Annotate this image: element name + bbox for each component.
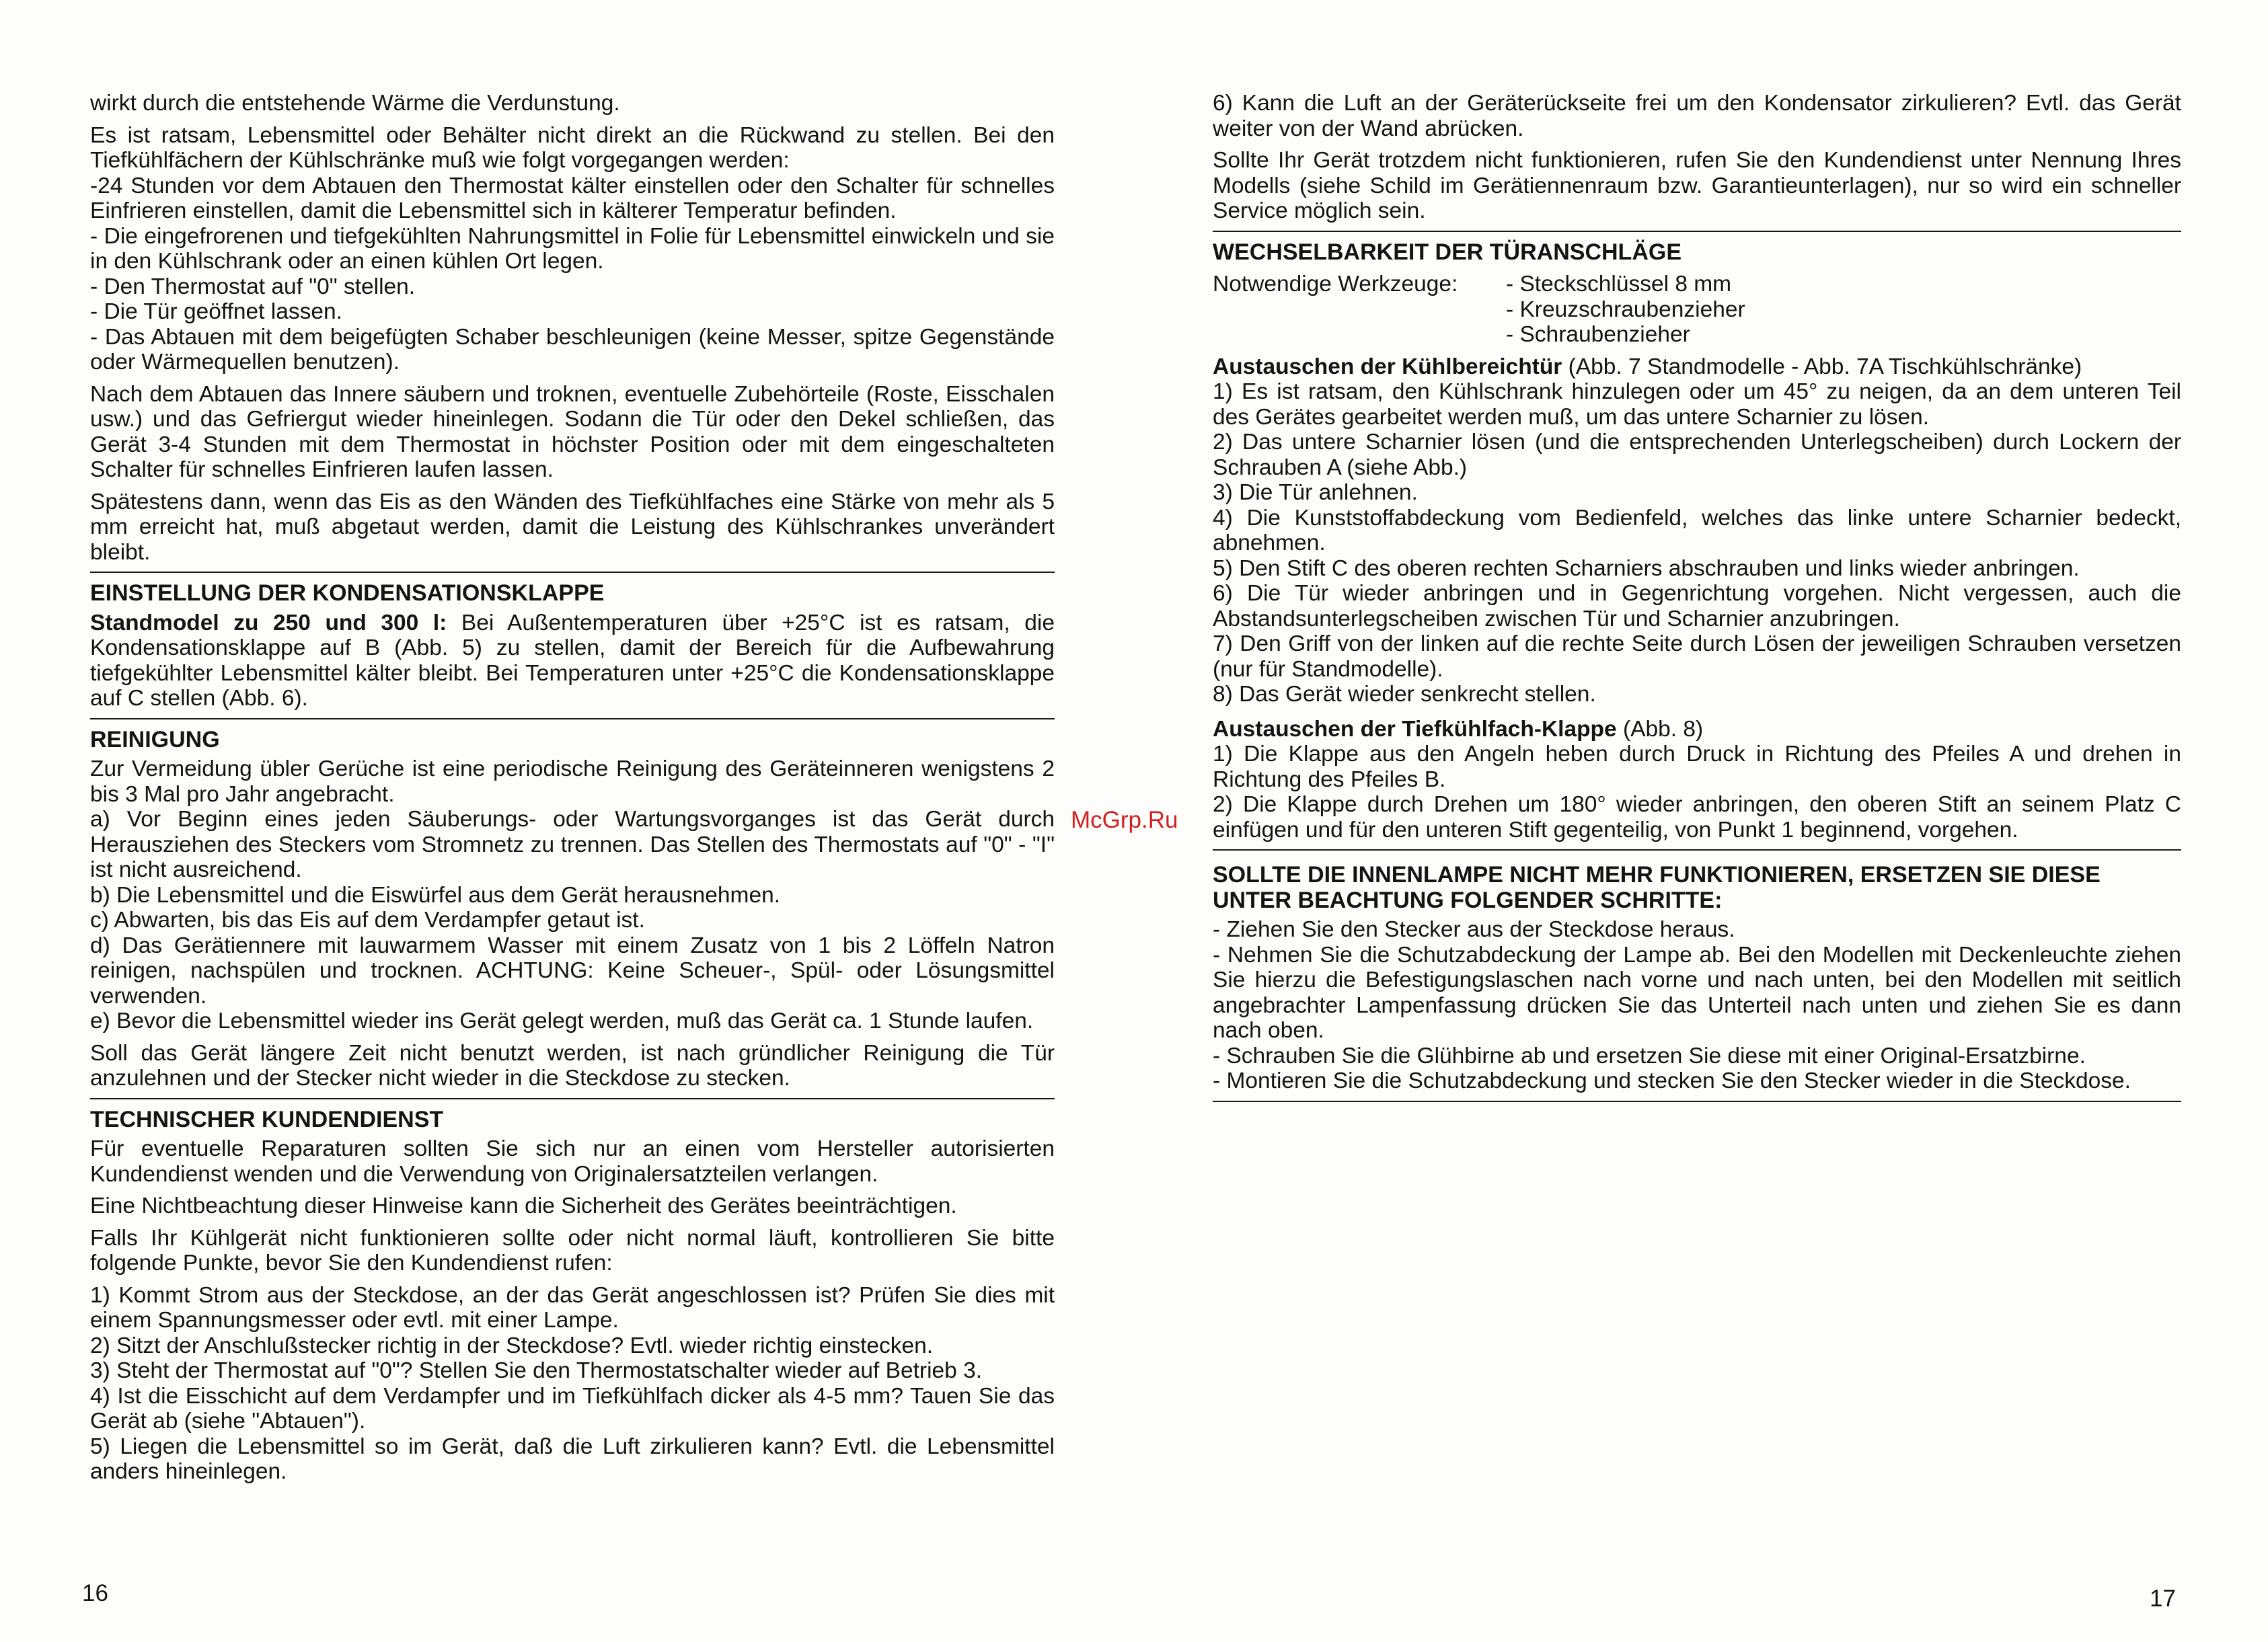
subheading-rest: (Abb. 7 Standmodelle - Abb. 7A Tischkühlschränke) [1562,354,2082,379]
condensation-text: Bei Außentemperaturen über +25°C ist es ratsam, die Kondensationsklappe auf B (Abb. 5) zu stellen, damit der Bereich für die Aufbewahrung tiefgekühlter Lebensmittel kälter bleibt. Bei Temperaturen unter +25°C die Kondensationsklappe auf C stellen (Abb. 6). [90,610,1055,711]
defrost-instructions [90,123,1055,375]
section-divider [90,1098,1055,1099]
section-heading-cleaning: REINIGUNG [90,726,220,752]
step-item: 7) Den Griff von der linken auf die rechte Seite durch Lösen der jeweiligen Schrauben versetzen (nur für Standmodelle). [1213,631,2181,682]
step-item: 6) Die Tür wieder anbringen und in Gegenrichtung vorgehen. Nicht vergessen, auch die Abstandsunterlegscheiben zwischen Tür und Scharnier anzubringen. [1213,581,2181,631]
page-number-right: 17 [2150,1586,2176,1612]
cleaning-line: c) Abwarten, bis das Eis auf dem Verdampfer getaut ist. [90,908,645,933]
section-heading-door-reversal: WECHSELBARKEIT DER TÜRANSCHLÄGE [1213,239,1681,265]
step-item: 2) Das untere Scharnier lösen (und die entsprechenden Unterlegscheiben) durch Lockern der Schrauben A (siehe Abb.) [1213,430,2181,480]
section-heading-lamp: SOLLTE DIE INNENLAMPE NICHT MEHR FUNKTIONIEREN, ERSETZEN SIE DIESE UNTER BEACHTUNG FOLGENDER SCHRITTE: [1213,862,2101,913]
step-item: 5) Den Stift C des oberen rechten Scharniers abschrauben und links wieder anbringen. [1213,555,2080,581]
repairs-paragraph: Für eventuelle Reparaturen sollten Sie sich nur an einen vom Hersteller autorisierten Kundendienst wenden und die Verwendung von Originalersatzteilen verlangen. [90,1136,1055,1187]
long-storage-paragraph: Soll das Gerät längere Zeit nicht benutzt werden, ist nach gründlicher Reinigung die Tür anzulehnen und der Stecker nicht wieder in die Steckdose zu stecken. [90,1040,1055,1091]
check-item: 5) Liegen die Lebensmittel so im Gerät, daß die Luft zirkulieren kann? Evtl. die Lebensmittel anders hineinlegen. [90,1434,1055,1484]
troubleshoot-intro: Falls Ihr Kühlgerät nicht funktionieren sollte oder nicht normal läuft, kontrollieren Sie bitte folgende Punkte, bevor Sie den Kundendienst rufen: [90,1225,1055,1276]
tool-item: - Steckschlüssel 8 mm [1506,272,1732,297]
tools-list [1213,272,2181,348]
freezer-flap-steps [1213,742,2181,843]
lamp-step: - Nehmen Sie die Schutzabdeckung der Lampe ab. Bei den Modellen mit Deckenleuchte ziehen Sie hierzu die Befestigungslaschen nach vorne und nach unten, bei den Modellen mit seitlich angebrachter Lampenfassung drücken Sie das Unterteil nach unten und ziehen Sie es dann nach oben. [1213,942,2181,1043]
section-divider [1213,231,2181,232]
check-item: 3) Steht der Thermostat auf "0"? Stellen Sie den Thermostatschalter wieder auf Betrieb 3. [90,1358,983,1383]
cleaning-line: d) Das Gerätiennere mit lauwarmem Wasser mit einem Zusatz von 1 bis 2 Löffeln Natron reinigen, nachspülen und trocknen. ACHTUNG: Keine Scheuer-, Spül- oder Lösungsmittel verwenden. [90,933,1055,1009]
still-not-working-paragraph: Sollte Ihr Gerät trotzdem nicht funktionieren, rufen Sie den Kundendienst unter Nennung Ihres Modells (siehe Schild im Gerätiennenraum bzw. Garantieunterlagen), nur so wird ein schneller Service möglich sein. [1213,148,2181,223]
lamp-step: - Montieren Sie die Schutzabdeckung und stecken Sie den Stecker wieder in die Steckdose. [1213,1068,2131,1093]
lamp-step: - Schrauben Sie die Glühbirne ab und ersetzen Sie diese mit einer Original-Ersatzbirne. [1213,1043,2086,1068]
step-item: 3) Die Tür anlehnen. [1213,480,1418,505]
defrost-line: - Die Tür geöffnet lassen. [90,299,342,324]
subheading-rest: (Abb. 8) [1616,716,1704,742]
step-item: 1) Es ist ratsam, den Kühlschrank hinzulegen oder um 45° zu neigen, da an dem unteren Teil des Gerätes gearbeitet werden muß, um das untere Scharnier zu lösen. [1213,379,2181,430]
check-item: 4) Ist die Eisschicht auf dem Verdampfer und im Tiefkühlfach dicker als 4-5 mm? Tauen Sie das Gerät ab (siehe "Abtauen"). [90,1383,1055,1434]
watermark-text: McGrp.Ru [1071,807,1178,833]
cleaning-line: a) Vor Beginn eines jeden Säuberungs- oder Wartungsvorganges ist das Gerät durch Herausziehen des Steckers vom Stromnetz zu trennen. Das Stellen des Thermostats auf "0" - "I" ist nicht ausreichend. [90,807,1055,882]
section-heading-service: TECHNISCHER KUNDENDIENST [90,1106,444,1132]
step-item: 1) Die Klappe aus den Angeln heben durch Druck in Richtung des Pfeiles A und drehen in Richtung des Pfeiles B. [1213,742,2181,792]
safety-paragraph: Eine Nichtbeachtung dieser Hinweise kann die Sicherheit des Gerätes beeinträchtigen. [90,1194,957,1218]
cleaning-line: Zur Vermeidung übler Gerüche ist eine periodische Reinigung des Geräteinneren wenigstens 2 bis 3 Mal pro Jahr angebracht. [90,756,1055,807]
step-item: 2) Die Klappe durch Drehen um 180° wieder anbringen, den oberen Stift an seinem Platz C einfügen und für den unteren Stift gegenteilig, von Punkt 1 beginnend, vorgehen. [1213,792,2181,843]
step-item: 8) Das Gerät wieder senkrecht stellen. [1213,682,1596,707]
defrost-line: - Das Abtauen mit dem beigefügten Schaber beschleunigen (keine Messer, spitze Gegenstände oder Wärmequellen benutzen). [90,324,1055,375]
intro-paragraph: wirkt durch die entstehende Wärme die Verdunstung. [90,91,620,116]
subheading-bold: Austauschen der Kühlbereichtür [1213,354,1562,379]
defrost-line: - Die eingefrorenen und tiefgekühlten Nahrungsmittel in Folie für Lebensmittel einwickeln und sie in den Kühlschrank oder an einen kühlen Ort legen. [90,223,1055,274]
right-page-column [1213,91,2181,1110]
check-six-paragraph: 6) Kann die Luft an der Geräterückseite frei um den Kondensator zirkulieren? Evtl. das Gerät weiter von der Wand abrücken. [1213,91,2181,141]
tool-item: - Schraubenzieher [1506,322,1690,347]
subheading-cooling-door [1213,354,2181,380]
defrost-line: Es ist ratsam, Lebensmittel oder Behälter nicht direkt an die Rückwand zu stellen. Bei den Tiefkühlfächern der Kühlschränke muß wie folgt vorgegangen werden: [90,122,1055,173]
cleaning-line: b) Die Lebensmittel und die Eiswürfel aus dem Gerät herausnehmen. [90,882,781,908]
defrost-line: -24 Stunden vor dem Abtauen den Thermostat kälter einstellen oder den Schalter für schnelles Einfrieren einstellen, damit die Lebensmittel sich in kälterer Temperatur befinden. [90,173,1055,223]
lamp-step: - Ziehen Sie den Stecker aus der Steckdose heraus. [1213,917,1735,942]
page-number-left: 16 [82,1580,108,1606]
cooling-door-steps [1213,379,2181,707]
tools-label: Notwendige Werkzeuge: [1213,272,1458,297]
section-heading-condensation: EINSTELLUNG DER KONDENSATIONSKLAPPE [90,580,605,606]
cleaning-line: e) Bevor die Lebensmittel wieder ins Gerät gelegt werden, muß das Gerät ca. 1 Stunde laufen. [90,1009,1034,1033]
check-item: 2) Sitzt der Anschlußstecker richtig in der Steckdose? Evtl. wieder richtig einstecken. [90,1333,934,1358]
section-divider [90,718,1055,719]
section-divider [1213,1101,2181,1102]
lamp-steps [1213,917,2181,1094]
section-divider [90,572,1055,573]
tool-item: - Kreuzschraubenzieher [1506,297,1745,322]
defrost-line: - Den Thermostat auf "0" stellen. [90,274,416,299]
left-page-column [90,91,1055,1491]
model-label: Standmodel zu 250 und 300 l: [90,610,447,635]
section-divider [1213,849,2181,851]
step-item: 4) Die Kunststoffabdeckung vom Bedienfeld, welches das linke untere Scharnier bedeckt, abnehmen. [1213,505,2181,555]
cleaning-steps [90,756,1055,1034]
troubleshoot-checks [90,1283,1055,1485]
subheading-freezer-flap [1213,717,2181,742]
ice-thickness-paragraph: Spätestens dann, wenn das Eis as den Wänden des Tiefkühlfaches eine Stärke von mehr als 5 mm erreicht hat, muß abgetaut werden, damit die Leistung des Kühlschrankes unverändert bleibt. [90,489,1055,565]
subheading-bold: Austauschen der Tiefkühlfach-Klappe [1213,716,1617,742]
check-item: 1) Kommt Strom aus der Steckdose, an der das Gerät angeschlossen ist? Prüfen Sie dies mit einem Spannungsmesser oder evtl. mit einer Lampe. [90,1282,1055,1333]
condensation-paragraph [90,611,1055,711]
after-defrost-paragraph: Nach dem Abtauen das Innere säubern und troknen, eventuelle Zubehörteile (Roste, Eisschalen usw.) und das Gefriergut wieder hineinlegen. Sodann die Tür oder den Dekel schließen, das Gerät 3-4 Stunden mit dem Thermostat in höchster Position oder mit dem eingeschalteten Schalter für schnelles Einfrieren laufen lassen. [90,381,1055,482]
